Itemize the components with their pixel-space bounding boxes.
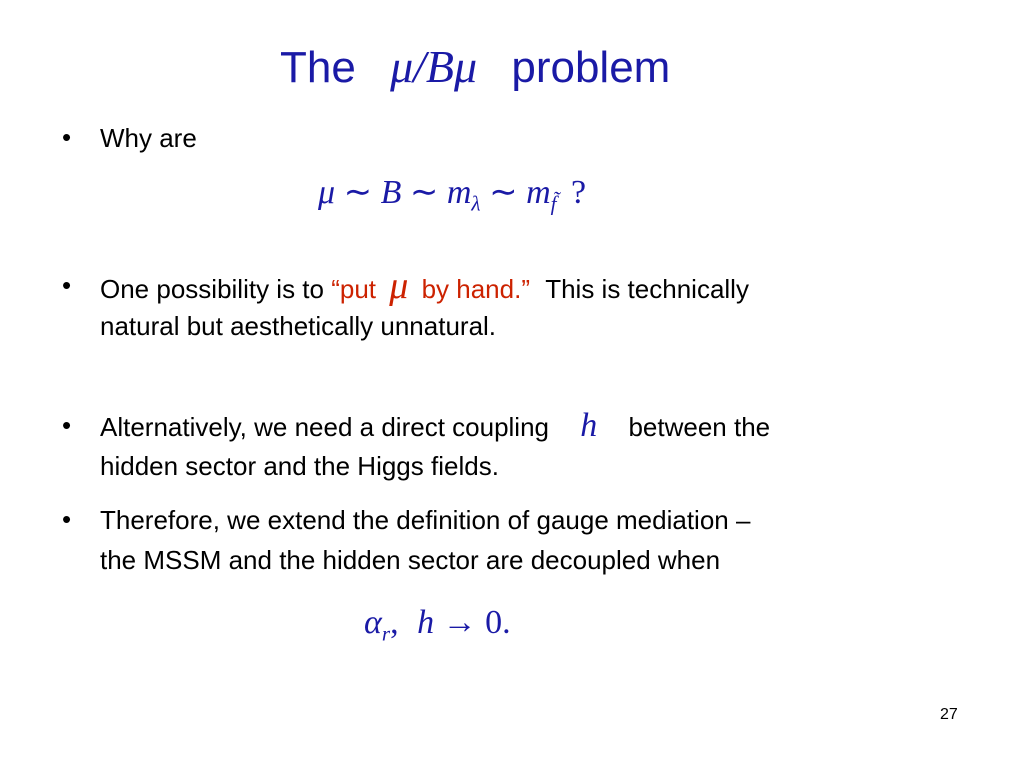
bullet-3-pre: Alternatively, we need a direct coupling	[100, 412, 549, 442]
bullet-2-quote-open: “put	[331, 274, 377, 304]
bullet-2-quote-close: by hand.”	[421, 274, 530, 304]
bullet-2-mu: μ	[389, 265, 409, 307]
title-suffix: problem	[511, 43, 671, 92]
eq1-m-f	[526, 174, 557, 216]
bullet-marker-3: •	[62, 410, 72, 440]
eq1-m1-subscript: λ	[471, 191, 481, 216]
eq1-sim-3: ∼	[489, 174, 518, 211]
eq1-sim-2: ∼	[409, 174, 439, 211]
title-math: μ/Bμ	[390, 41, 478, 92]
slide-title	[280, 40, 670, 93]
bullet-2-pre: One possibility is to	[100, 274, 332, 304]
bullet-4-line-2: the MSSM and the hidden sector are decoupled when	[100, 545, 721, 575]
eq1-question: ?	[570, 174, 587, 211]
eq2-alpha-r	[364, 604, 391, 646]
bullet-2-post: This is technically	[545, 274, 749, 304]
eq1-m-lambda	[446, 174, 481, 216]
bullet-marker-2: •	[62, 270, 72, 300]
eq1-m2: m	[526, 174, 551, 211]
bullet-4-line-1: Therefore, we extend the definition of gauge mediation –	[100, 505, 751, 535]
equation-decoupling	[364, 604, 511, 646]
eq2-alpha: α	[364, 604, 382, 641]
bullet-marker-1: •	[62, 122, 72, 152]
bullet-marker-4: •	[62, 504, 72, 534]
page-number: 27	[940, 706, 958, 723]
bullet-3-post: between the	[628, 412, 771, 442]
eq2-h: h	[417, 604, 435, 641]
eq2-comma: ,	[390, 604, 399, 641]
equation-scales	[318, 172, 586, 216]
bullet-3-line-2: hidden sector and the Higgs fields.	[100, 451, 499, 481]
eq2-alpha-subscript: r	[381, 621, 391, 646]
eq1-sim-1: ∼	[343, 174, 373, 211]
eq2-arrow: →	[442, 604, 477, 641]
eq1-B: B	[380, 174, 402, 211]
bullet-3-h: h	[580, 407, 598, 444]
title-prefix: The	[280, 43, 356, 92]
eq1-mu: μ	[318, 174, 336, 211]
eq2-zero: 0.	[485, 604, 511, 641]
bullet-3-line-1	[100, 406, 770, 447]
bullet-1-text: Why are	[100, 123, 197, 153]
bullet-2-line-2: natural but aesthetically unnatural.	[100, 311, 497, 341]
eq1-m1: m	[446, 174, 472, 211]
bullet-2-line-1	[100, 266, 749, 309]
eq1-m2-subscript: f̃	[550, 191, 557, 216]
